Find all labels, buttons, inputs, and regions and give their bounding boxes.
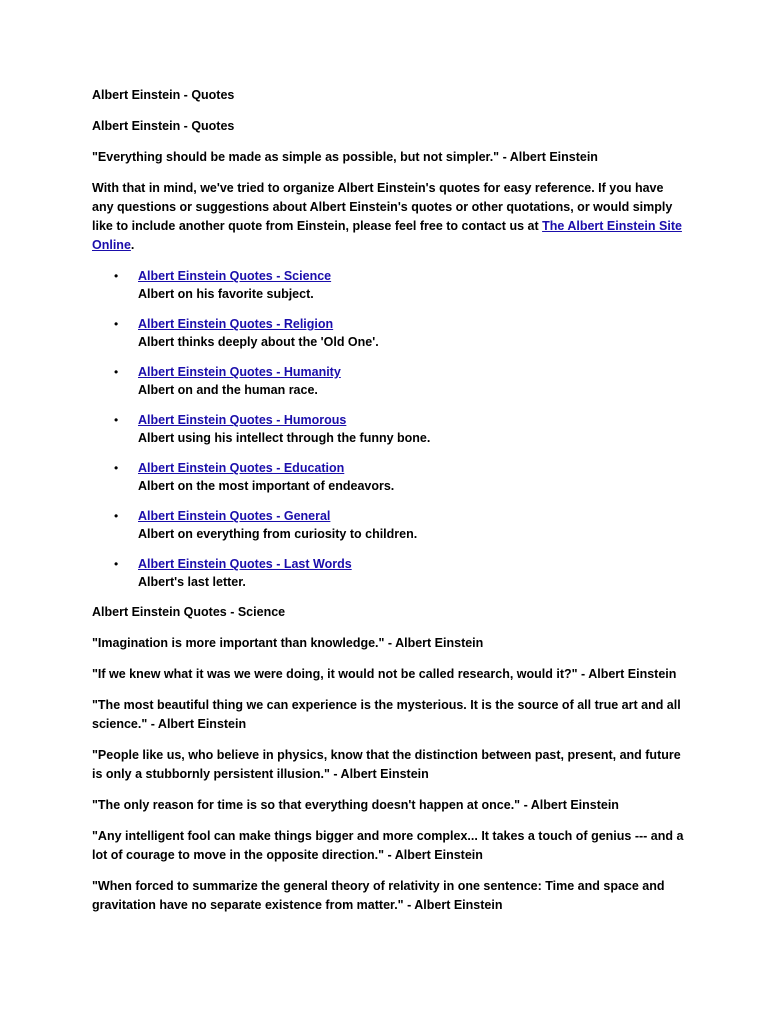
list-item xyxy=(92,363,688,399)
intro-paragraph xyxy=(92,179,688,255)
quote: "When forced to summarize the general theory of relativity in one sentence: Time and space and gravitation have no separate existence from matter." - Albert Einstein xyxy=(92,879,665,912)
quote: "The only reason for time is so that everything doesn't happen at once." - Albert Einstein xyxy=(92,798,619,812)
bullet-icon: • xyxy=(114,461,119,475)
topic-list xyxy=(92,267,688,591)
quote: "The most beautiful thing we can experience is the mysterious. It is the source of all true art and all science." - Albert Einstein xyxy=(92,698,681,731)
intro-text: With that in mind, we've tried to organize Albert Einstein's quotes for easy reference. If you have any questions or suggestions about Albert Einstein's quotes or other quotations, or would simply like to include another quote from Einstein, please feel free to contact us at xyxy=(92,181,673,233)
link-last-words[interactable]: Albert Einstein Quotes - Last Words xyxy=(138,557,352,571)
link-education[interactable]: Albert Einstein Quotes - Education xyxy=(138,461,345,475)
quote: "Any intelligent fool can make things bigger and more complex... It takes a touch of genius --- and a lot of courage to move in the opposite direction." - Albert Einstein xyxy=(92,829,684,862)
list-item xyxy=(92,411,688,447)
bullet-icon: • xyxy=(114,557,119,571)
list-item-description: Albert on the most important of endeavors. xyxy=(138,479,395,493)
link-science[interactable]: Albert Einstein Quotes - Science xyxy=(138,269,332,283)
opening-quote: "Everything should be made as simple as possible, but not simpler." - Albert Einstein xyxy=(92,150,598,164)
list-item-description: Albert thinks deeply about the 'Old One'. xyxy=(138,335,379,349)
link-religion[interactable]: Albert Einstein Quotes - Religion xyxy=(138,317,334,331)
bullet-icon: • xyxy=(114,413,119,427)
list-item xyxy=(92,507,688,543)
bullet-icon: • xyxy=(114,365,119,379)
list-item-description: Albert's last letter. xyxy=(138,575,246,589)
link-humorous[interactable]: Albert Einstein Quotes - Humorous xyxy=(138,413,347,427)
link-humanity[interactable]: Albert Einstein Quotes - Humanity xyxy=(138,365,341,379)
document-subtitle: Albert Einstein - Quotes xyxy=(92,119,235,133)
list-item-description: Albert on his favorite subject. xyxy=(138,287,314,301)
document-title: Albert Einstein - Quotes xyxy=(92,88,235,102)
einstein-site-link[interactable]: The Albert Einstein Site Online xyxy=(92,219,682,252)
bullet-icon: • xyxy=(114,509,119,523)
section-heading-science: Albert Einstein Quotes - Science xyxy=(92,605,286,619)
bullet-icon: • xyxy=(114,317,119,331)
list-item-description: Albert using his intellect through the funny bone. xyxy=(138,431,431,445)
quote: "Imagination is more important than knowledge." - Albert Einstein xyxy=(92,636,484,650)
list-item xyxy=(92,315,688,351)
list-item xyxy=(92,267,688,303)
link-general[interactable]: Albert Einstein Quotes - General xyxy=(138,509,331,523)
list-item xyxy=(92,555,688,591)
list-item xyxy=(92,459,688,495)
intro-end: . xyxy=(130,238,135,252)
quote: "People like us, who believe in physics, know that the distinction between past, present, and future is only a stubbornly persistent illusion." - Albert Einstein xyxy=(92,748,681,781)
list-item-description: Albert on and the human race. xyxy=(138,383,318,397)
bullet-icon: • xyxy=(114,269,119,283)
list-item-description: Albert on everything from curiosity to children. xyxy=(138,527,418,541)
quote: "If we knew what it was we were doing, it would not be called research, would it?" - Albert Einstein xyxy=(92,667,677,681)
